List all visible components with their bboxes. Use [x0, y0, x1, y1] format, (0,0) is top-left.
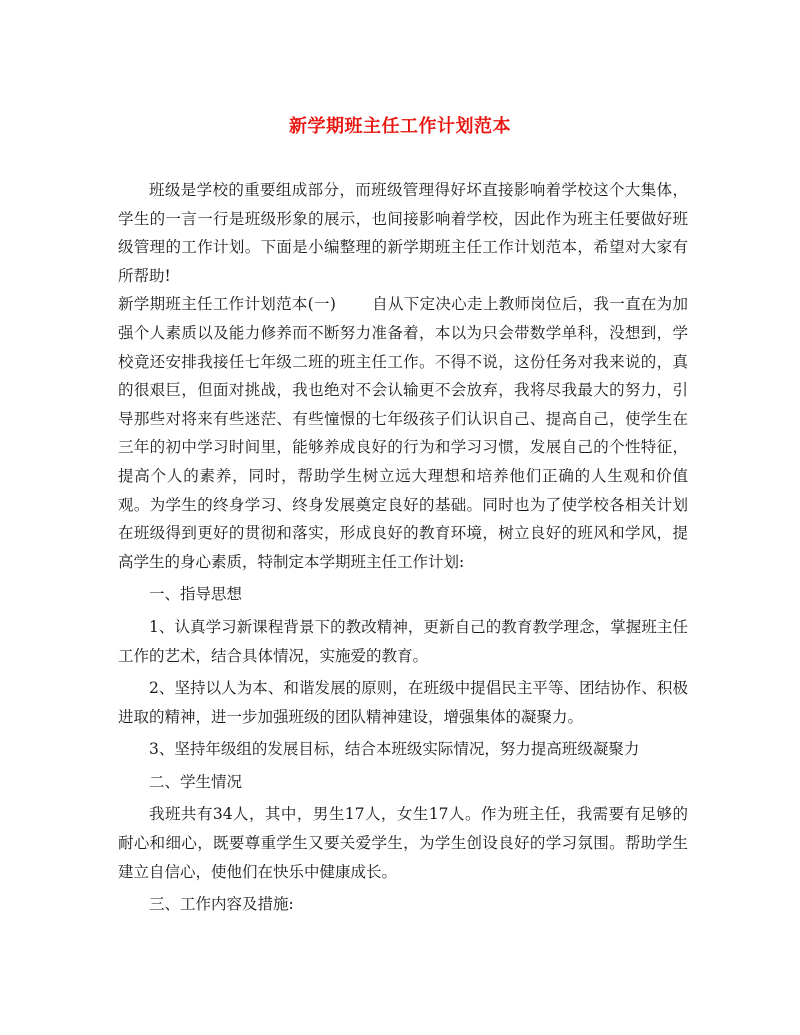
list-item-3: 3、坚持年级组的发展目标，结合本班级实际情况，努力提高班级凝聚力: [149, 740, 640, 759]
heading-guiding-ideas: 一、指导思想: [149, 585, 243, 604]
heading-student-situation: 二、学生情况: [149, 772, 243, 791]
intro-paragraph: 班级是学校的重要组成部分，而班级管理得好坏直接影响着学校这个大集体，学生的一言一行是班级形象的展示，也间接影响着学校，因此作为班主任要做好班级管理的工作计划。下面是小编整理的新学期班主任工作计划范本，希望对大家有所帮助!: [118, 181, 688, 285]
section-text: 自从下定决心走上教师岗位后，我一直在为加强个人素质以及能力修养而不断努力准备着，本以为只会带数学单科，没想到，学校竟还安排我接任七年级二班的班主任工作。不得不说，这份任务对我来说的，真的很艰巨，但面对挑战，我也绝对不会认输更不会放弃，我将尽我最大的努力，引导那些对将来有些迷茫、有些憧憬的七年级孩子们认识自己、提高自己，使学生在三年的初中学习时间里，能够养成良好的行为和学习习惯，发展自己的个性特征，提高个人的素养，同时，帮助学生树立远大理想和培养他们正确的人生观和价值观。为学生的终身学习、终身发展奠定良好的基础。同时也为了使学校各相关计划在班级得到更好的贯彻和落实，形成良好的教育环境，树立良好的班风和学风，提高学生的身心素质，特制定本学期班主任工作计划:: [118, 295, 688, 571]
document-body: [118, 176, 688, 919]
document-title: 新学期班主任工作计划范本: [289, 116, 511, 137]
heading-work-content: 三、工作内容及措施:: [149, 895, 294, 914]
students-paragraph: 我班共有34人，其中，男生17人，女生17人。作为班主任，我需要有足够的耐心和细心，既要尊重学生又要关爱学生，为学生创设良好的学习氛围。帮助学生建立自信心，使他们在快乐中健康成长。: [118, 805, 688, 881]
list-item-2: 2、坚持以人为本、和谐发展的原则，在班级中提倡民主平等、团结协作、积极进取的精神，进一步加强班级的团队精神建设，增强集体的凝聚力。: [118, 679, 688, 726]
list-item-1: 1、认真学习新课程背景下的教改精神，更新自己的教育教学理念，掌握班主任工作的艺术，结合具体情况，实施爱的教育。: [118, 617, 688, 665]
section-paragraph: [118, 290, 688, 576]
section-label: 新学期班主任工作计划范本(一): [118, 295, 336, 314]
